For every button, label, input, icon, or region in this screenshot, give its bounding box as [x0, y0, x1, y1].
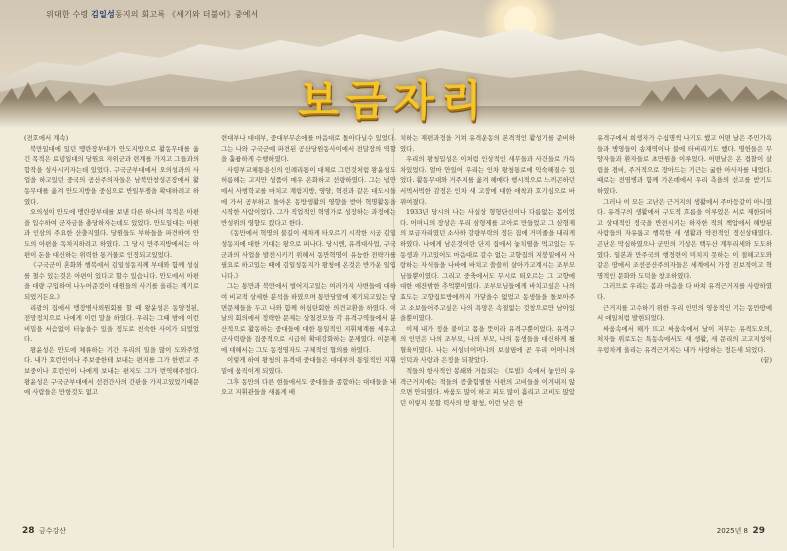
left-page: [24, 133, 396, 527]
header-banner: [0, 0, 787, 128]
subtitle-prefix: 위대한 수령: [46, 10, 89, 19]
article-subtitle: [46, 9, 259, 20]
paragraph: 《동만에서 혁명의 불길이 세차게 타오르기 시작한 시궁 김일성동지에 대한 거대는 왕으로 퍼나다. 당시엔, 유격대사업, 구국군과의 사업을 발전시키기 위해서 동만혁명이 유능한 전략가를 필요로 하고있는 때에 김일성동지가 왕청에 온것은 반가운 일입니다.》: [221, 229, 396, 280]
end-mark: (끝): [760, 356, 772, 365]
paragraph: 이렇게 하여 왕청의 유격대 중대들은 대대부의 통일적인 지휘밑에 움직이게 되였다.: [221, 356, 396, 376]
paragraph: 그러므로 우리는 봄과 마음을 다 바쳐 유격근거지를 사랑하였다.: [597, 282, 772, 301]
issue-date: 2025년 8: [716, 527, 749, 535]
paragraph: 그후 동만의 다른 현들에서도 중대들을 종합하는 대대들을 내오고 지휘관들을 새롭게 배: [221, 377, 396, 397]
subtitle-rest: 동지의 회고록 《세기와 더불어》중에서: [114, 10, 259, 19]
right-page-column-2: [597, 133, 772, 527]
paragraph: 오의성이 안도에 맹란장부대를 보낸 다른 하나의 목적은 아편을 입수하여 군자금을 충당하자는데도 있었다. 안도일대는 아편과 인삼의 주요한 산출지였다. 당원들도 부하들을 파견하여 안도의 아편을 독차지하려고 하였다. 그 당시 만주지방에서는 아편이 돈을 대신하는 위력한 통거물로 인정되고있었다.: [24, 208, 199, 259]
paragraph: 적들의 항사적인 봉쇄와 거듭되는 《토벌》속에서 놓인의 유격근거지에는 적들의 증출힘별한 사편의 고비들을 이겨내지 않으면 안되였다. 싸움도 많이 하고 피도 많이 흘리고 고비도 많았던 이렇지 못할 력사의 땅 왕청, 이런 낮은 한: [400, 367, 575, 407]
paragraph: 그러나 이 모든 고난은 근거지의 생활에서 주마등같이 아니였다. 유격구의 생활에서 구도적 흐름을 이루었은 서로 제한되어고 상대적인 정국을 반전시키는 하자한 적의 책압에서 해방된 사람들의 자유롭고 행복한 새 생활과 약전적인 정신상태였다. 곤난은 막심하였으나 군민의 기상은 백두산 계투리세와 도도하였다. 일본과 만주국의 행정련이 미치지 못하는 이 절해고도와 같은 땅에서 조선공산주의자들은 세계에서 가장 진보적이고 혁명적인 문화와 도덕을 창조하였다.: [597, 197, 772, 280]
paragraph: 이제 내가 정을 붙이고 몸을 뜻이라 유격구뿐이었다. 유격구의 인민은 나의 조부모, 나의 부모, 나의 동생들을 대신하게 될 혈육이였다. 나는 서성너어머니의 보살핌에 곧 우리 어머니의 인덕과 사랑과 은정을 되찾았다.: [400, 324, 575, 365]
paragraph: 근거지를 고수하기 위한 우리 인민의 영웅적인 기는 동만땅에서 애일처럼 발현되었다.: [597, 303, 772, 323]
paragraph: 《구국군이 혼화와 행복에서 김일성동지께 부대와 함께 성실를 철수 있는것은 아편이 있다고 할수 있습니다. 안도에서 아편을 대량 구입하여 나누어준것이 대원들의 사기를 올리는 계기로 되었거든요.》: [24, 261, 199, 301]
magazine-name: 금수강산: [38, 527, 67, 535]
right-footer: [717, 526, 765, 536]
left-page-column-2: [221, 133, 396, 527]
paragraph: (전호에서 계속): [24, 134, 69, 142]
paragraph: 왕윤성은 안도에 체류하는 기간 우리의 일을 많이 도와주었다. 내가 호런인이나 주보중한테 보내는 편지를 그가 한번고 주보중이나 호런인이 나에게 보내는 편지도 그가 번역해주었다. 왕윤성은 구국군부대에서 선전간사의 간판을 가지고있었기때문에 사람들은 만항것도 없고: [24, 345, 199, 397]
paragraph: 북만일대에 있던 맹란장부대가 안도지방으로 활동무대를 옮긴 목적은 료녕일대의 당원요 자위군과 련계를 가지고 그들과의 합작을 성사시키자는데 있었다. 구국군부대에서 오의성과의 사업을 하고있던 중국의 공산주의자들은 남북만창성곤장에서 활동무대를 옮겨 안도지방을 중심으로 반일투쟁을 확대하려고 하였다.: [24, 144, 199, 206]
page-number-right: 29: [752, 526, 765, 536]
left-footer: [22, 526, 66, 536]
paragraph: 리광의 집에서 맹장병사뢰원회를 할 때 왕윤성은 동양정된, 전망정치으로 나에게 이런 말을 하였다. 우리는 그때 밤에 이런 비밀을 서슴없이 터놓을수 있을 정도로 친숙한 사이가 되었었다.: [24, 303, 199, 344]
paragraph: 싸움속에서 해가 뜨고 싸움속에서 날이 저무는 유격도오의, 처자들 위로도는 특동속에서도 새 생활, 새 문리의 고고지성이 우렁차게 울리는 유격근거지는 내가 사랑하는 정든새 되었다.: [597, 324, 772, 354]
paragraph: 사령부교체통용신의 인례리통이 대체로 그런것처럼 왕윤성도 허름해는 고지만 성품이 매우 온화하고 선량하였다. 그는 넋안에서 사범학교를 마치고 계림지방, 영양, 혁진과 같은 대도시들에 가서 공부하고 돌아온 동방생활의 영향을 받아 혁명활동을 시작한 사람이었다. 그가 직업적인 혁명가로 성장하는 과정에는 반성위의 영향도 컸다고 한다.: [221, 165, 396, 227]
right-page: [400, 133, 772, 527]
subtitle-name: 김일성: [91, 10, 115, 19]
page-number-left: 28: [22, 526, 35, 536]
paragraph: 련대부나 대대부, 중대부무손에를 마음대로 돌아다닐수 있었다. 그는 나와 구국군에 파견된 공산당원동사이에서 전달장의 역할을 훌륭하게 수행하였다.: [221, 134, 396, 164]
paragraph: 그는 통만과 북만에서 벌어지고있는 여러가지 사변들에 대하여 비교적 상세한 분석을 하였으며 통만당앞에 제기되고있는 당면문제들을 두고 나와 함께 허심탄회한 의견교환을 하였다. 이날의 회의에서 정략한 문제는 상첨전모들 각 유격구역들에서 분산적으로 활동하는 중대들에 대한 통일적인 지휘체계를 세우고 군사력량을 집중적으로 시급히 확대강화하는 문제였다. 이문제에 대해서는 그도 동정영자도 구체적인 협의를 하였다.: [221, 282, 396, 354]
article-title: 보금자리: [298, 76, 489, 125]
paragraph: 유격구에서 희생자가 수십명씩 나기도 했고 어떤 날은 주민가옥들과 병영들이 송재역이나 불에 타버리기도 했다. 명헌들은 무양자들과 환자들로 초만원을 이루었다. 어떤날은 온 겹찰이 살림을 겸비, 주거적으로 장아드는 기근는 굶한 아사자를 내었다. 때로는 전염병과 함께 가온뎨에서 우리 측을의 선고를 받기도 하였다.: [597, 134, 772, 195]
paragraph: 치하는 재편과정을 거쳐 유격운동의 본격적인 활성기를 준비하였다.: [400, 134, 575, 153]
paragraph: 1933년 당시의 나는 사실상 형형단신이나 다름없는 몸이었다. 어머니의 장상은 우리 삼형제를 고아로 만들었고 그 삼형제의 보금자리였던 소사하 강량부락의 정든 집에 거미줄을 내리게 하였다. 나에게 남은것이란 단지 집에서 놓치떨을 먹고있는 두 동생과 가고있어도 마음대로 갈수 없는 고향집의 지붕밑에서 사랑하는 자식들을 나바에 바치고 쓸쓸히 살아가고계시는 조부모님들뿐이였다. 그리고 중축에서도 무시로 떠오르는 그 고향에 대한 애잔밖한 추억뿐이였다. 조부모님들에게 바치고싶은 나의 효도는 고향집토방에까지 가닿을수 없었고 동생들을 돌보아주고 소보들어주고싶은 나의 욕망은 속절없는 것창으로만 남아있을뿐이였다.: [400, 208, 575, 323]
right-page-column-1: [400, 133, 575, 527]
left-page-column-1: [24, 133, 199, 527]
paragraph: 우리의 왕청입성은 이처럼 인상적인 새무들과 사건들로 가득차있었다. 얼마 안있어 우리는 인차 왕청통로에 익숙해질수 있었다. 활동무대와 거주지를 옮겨 헤매다 행시적으로 느끼곤하던 서먹서먹한 감정은 인차 새 고장에 대한 애착과 호기심으로 바뀌여졌다.: [400, 155, 575, 206]
